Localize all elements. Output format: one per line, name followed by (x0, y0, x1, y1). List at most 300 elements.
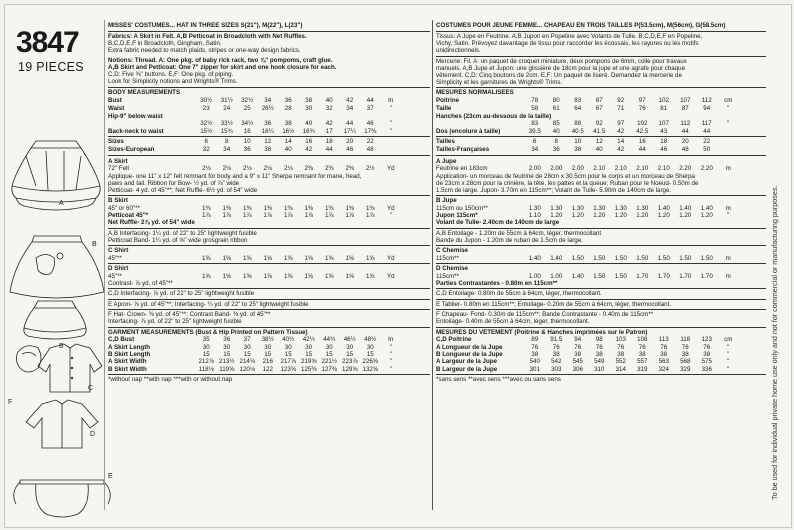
garment-measure-value: 120⅛ (239, 365, 255, 373)
body-measure-value: " (389, 127, 392, 135)
mesure-label: Dos (encolure à taille) (436, 127, 501, 135)
b-jupe-metrage: 1.30 (571, 204, 584, 212)
a-jupe-fabric: Feutrine en 183cm (436, 165, 488, 172)
d-chemise-rule (436, 288, 766, 289)
c-chemise-metrage: 1.50 (679, 254, 692, 262)
b-jupon-metrage: 1.20 (657, 212, 670, 219)
vetement-measure-value: 552 (615, 358, 626, 366)
mercerie-rule (436, 87, 766, 88)
vetement-measure-value: 303 (551, 365, 562, 373)
body-measure-value: 37 (366, 105, 374, 112)
garment-measure-value: 30 (305, 343, 313, 351)
fabrics-line: Extra fabric needed to match plaids, stripes or one-way design fabrics. (108, 47, 301, 55)
vetement-measure-value: 542 (551, 358, 562, 366)
garment-measure-value: " (389, 351, 392, 358)
column-divider-center (432, 20, 433, 510)
body-measure-label: Hip-9" below waist (108, 112, 163, 120)
view-label-e: E (108, 473, 113, 480)
body-measure-value: 16½ (282, 127, 295, 135)
garment-measure-value: 42½ (302, 336, 315, 344)
tailles-bottom-rule (436, 155, 766, 156)
c-chemise-metrage: 1.50 (657, 254, 670, 262)
garment-measure-label: B Skirt Width (108, 365, 147, 373)
taille-label: Tailles-Françaises (436, 146, 490, 153)
size-value: 40 (284, 146, 292, 153)
size-value: 34 (223, 146, 231, 153)
d-chemise-title: D Chemise (436, 265, 468, 273)
size-value: 46 (346, 146, 354, 153)
vetement-measure-value: 549 (594, 358, 605, 366)
mesure-value: 44 (703, 127, 711, 135)
garment-measure-label: B Skirt Length (108, 351, 151, 358)
f-chapeau-line: F Chapeau- Fond- 0.30m de 115cm**; Bande Contrastante - 0.40m de 115cm** (436, 311, 654, 319)
b-skirt-yardage: 1⅜ (365, 204, 375, 212)
b-jupon-metrage: 1.20 (614, 212, 627, 219)
f-hat-rule (108, 327, 430, 328)
body-measure-value: 32½ (200, 120, 213, 128)
mesure-value: 92 (617, 97, 625, 105)
vetement-measure-value: 306 (572, 365, 583, 373)
d-shirt-yardage: 1⅝ (283, 272, 293, 280)
mesure-value: 107 (680, 97, 691, 105)
french-title: COSTUMES POUR JEUNE FEMME... CHAPEAU EN TROIS TAILLES P(53.5cm), M(56cm), G(58.5cm) (436, 22, 726, 29)
b-skirt-yardage: 1⅜ (201, 204, 211, 212)
c-shirt-yardage: 1⅝ (304, 254, 314, 262)
body-measure-value: 32½ (241, 97, 254, 105)
vetement-measure-value: 76 (617, 343, 625, 351)
garment-measure-value: 40½ (282, 336, 295, 344)
b-jupon-metrage: 1.10 (528, 212, 541, 219)
a-jupe-note: de 23cm x 28cm pour la crinière, la tête, les pattes et la queue; Ruban pour le Noeud- 0.50m de (436, 179, 699, 187)
mesure-value: 117 (701, 120, 712, 128)
vetement-measure-value: 563 (658, 358, 669, 366)
a-jupe-metrage: m (725, 165, 731, 172)
b-petticoat-yardage: 1⅞ (242, 212, 252, 219)
size-value: 38 (264, 146, 272, 153)
b-jupe-metrage: 1.30 (550, 204, 563, 212)
taille-value: 14 (617, 138, 625, 146)
garment-measure-value: In (388, 336, 394, 344)
f-hat-line: Interfacing- ⅞ yd. of 22" to 25" lightweight fusible (108, 318, 242, 326)
a-skirt-title: A Skirt (108, 157, 128, 165)
piece-count: 19 PIECES (18, 60, 84, 74)
vetement-measure-value: 545 (572, 358, 583, 366)
e-apron: E Apron- ⅞ yd. of 45"**; Interfacing- ¼ yd. of 22" to 25" lightweight fusible (108, 300, 309, 308)
vetement-measure-value: 324 (658, 365, 669, 373)
d-chemise-metrage: 1.70 (679, 272, 692, 280)
garment-measure-value: 30 (243, 343, 251, 351)
vetement-measure-value: 76 (660, 343, 668, 351)
b-net-ruffle: Net Ruffle- 2⅞ yd. of 54" wide (108, 219, 195, 227)
b-jupe-metrage: 1.40 (679, 204, 692, 212)
body-measure-value: 34 (346, 105, 354, 112)
garment-measure-value: 48½ (364, 336, 377, 344)
vetement-measure-value: 38 (552, 351, 560, 358)
c-shirt-yardage: Yd (386, 254, 395, 262)
garment-measure-value: 216 (262, 358, 273, 366)
b-jupon-metrage: 1.20 (700, 212, 713, 219)
taille-value: 16 (638, 138, 646, 146)
b-jupe-rule (436, 228, 766, 229)
garment-measure-value: 214⅛ (239, 358, 255, 366)
notions-line: Look for Simplicity notions and Wrights® Trims. (108, 78, 238, 86)
vetement-measure-value: 38 (638, 351, 646, 358)
vetement-measure-value: 76 (595, 343, 603, 351)
c-shirt-yardage: 1⅝ (263, 254, 273, 262)
d-chemise-metrage: 1.00 (528, 272, 541, 280)
vetement-measure-value: 76 (574, 343, 582, 351)
b-petticoat-yardage: 1⅞ (263, 212, 273, 219)
d-shirt-rule (108, 288, 430, 289)
b-jupon-metrage: 1.20 (593, 212, 606, 219)
a-jupe-metrage: 2.20 (679, 165, 692, 172)
sizes-bottom-rule (108, 155, 430, 156)
a-skirt-yardage: 2½ (365, 165, 375, 172)
vetement-measure-label: A Largeur de la Jupe (436, 358, 497, 366)
mesure-value: 83 (531, 120, 539, 128)
d-chemise-metrage: 1.50 (614, 272, 627, 280)
size-value: 14 (284, 138, 292, 146)
vetement-measure-value: 103 (615, 336, 626, 344)
mesures-vetement-title: MESURES DU VÊTEMENT (Poitrine & Hanches imprimées sur le Patron) (436, 328, 648, 336)
b-jupe-metrage: m (725, 204, 731, 212)
vetement-measure-value: 568 (680, 358, 691, 366)
b-skirt-yardage: 1⅜ (283, 204, 293, 212)
mesure-value: " (727, 120, 730, 128)
c-chemise-metrage: 1.50 (571, 254, 584, 262)
size-value: 48 (366, 146, 374, 153)
d-shirt-yardage: 1⅝ (242, 272, 252, 280)
a-skirt-yardage: 2⅛ (242, 165, 252, 172)
garment-measure-value: 30 (366, 343, 374, 351)
a-skirt-yardage: 2⅛ (201, 165, 211, 172)
mesure-value: 85 (552, 120, 560, 128)
b-jupon-metrage: 1.20 (571, 212, 584, 219)
cd-entoilage: C,D Entoilage- 0.80m de 55cm à 64cm, léger, thermocollant. (436, 290, 602, 298)
mesure-label: Poitrine (436, 97, 460, 105)
a-skirt-note: Petticoat- 4 yd. of 45"**; Net Ruffle- 6½ yd. of 54" wide (108, 187, 258, 194)
taille-value: 40 (595, 146, 603, 153)
body-measure-value: 16¾ (302, 127, 315, 135)
taille-value: 42 (617, 146, 625, 153)
garment-measure-value: 122 (262, 365, 273, 373)
d-chemise-metrage: 1.70 (636, 272, 649, 280)
view-d-shirt-illustration (26, 400, 98, 448)
taille-value: 48 (681, 146, 689, 153)
mesure-value: 112 (701, 97, 712, 105)
view-b-petticoat-illustration (24, 301, 86, 339)
mesure-value: 112 (680, 120, 691, 128)
b-jupe-metrage: 1.40 (700, 204, 713, 212)
body-measure-label: Back-neck to waist (108, 127, 164, 135)
taille-value: 44 (638, 146, 646, 153)
vetement-rule (436, 374, 766, 375)
garment-measure-value: 30 (346, 343, 354, 351)
taille-value: 20 (681, 138, 689, 146)
vetement-measure-label: B Largeur de la Jupe (436, 365, 498, 373)
size-value: 36 (243, 146, 251, 153)
mesure-value: 67 (595, 105, 603, 112)
body-measure-value: 44 (346, 120, 354, 128)
garment-measure-value: 125⅜ (301, 365, 317, 373)
garment-measure-value: 30 (264, 343, 272, 351)
a-jupe-metrage: 2.20 (700, 165, 713, 172)
vetement-measure-value: 38 (660, 351, 668, 358)
c-shirt-rule (108, 263, 430, 264)
c-shirt-yardage: 1⅝ (201, 254, 211, 262)
d-chemise-contrast: Parties Contrastantes - 0.80m en 115cm** (436, 280, 558, 287)
body-measure-value: 25 (243, 105, 251, 112)
b-skirt-yardage: Yd (386, 204, 395, 212)
d-shirt-yardage: 1⅝ (324, 272, 334, 280)
garment-measure-value: 221½ (321, 358, 337, 366)
d-chemise-metrage: 1.50 (593, 272, 606, 280)
d-shirt-title: D Shirt (108, 265, 129, 273)
b-jupe-metrage: 1.30 (528, 204, 541, 212)
mesure-value: 64 (574, 105, 582, 112)
view-illustrations (6, 86, 118, 520)
garment-measure-value: 119⅝ (219, 365, 235, 373)
a-jupe-metrage: 2.10 (636, 165, 649, 172)
d-chemise-metrage: 1.40 (571, 272, 584, 280)
vetement-measure-value: 76 (638, 343, 646, 351)
mesure-value: 97 (638, 97, 646, 105)
notions-rule (108, 87, 430, 88)
taille-value: 46 (660, 146, 668, 153)
d-shirt-yardage: 1⅝ (201, 272, 211, 280)
f-chapeau-rule (436, 327, 766, 328)
b-jupon-metrage: 1.20 (550, 212, 563, 219)
b-jupon-metrage: " (727, 212, 730, 219)
vetement-measure-label: C,D Poitrine (436, 336, 472, 344)
notions-line: A,B Skirt and Petticoat: One 7" zipper for skirt and one hook closure for each. (108, 63, 337, 71)
vetement-measure-value: 76 (531, 343, 539, 351)
c-shirt-fabric: 45"** (108, 254, 122, 262)
b-jupe-metrage: 1.30 (593, 204, 606, 212)
garment-measure-value: 15 (325, 351, 333, 358)
c-shirt-title: C Shirt (108, 247, 129, 255)
view-label-b2: B (59, 343, 64, 350)
c-shirt-yardage: 1⅝ (242, 254, 252, 262)
garment-measure-value: 30 (284, 343, 292, 351)
body-measure-value: 26½ (261, 105, 274, 112)
size-value: 10 (243, 138, 251, 146)
a-jupe-note: Application- un morceau de feutrine de 28cm x 30.5cm pour le corps et un morceau de Sherpa (436, 172, 695, 180)
b-skirt-yardage: 1⅜ (242, 204, 252, 212)
b-petticoat-yardage: 1⅞ (304, 212, 314, 219)
a-skirt-yardage: 2⅜ (304, 165, 314, 172)
french-footnote: *sans sens **avec sens ***avec ou sans sens (436, 376, 561, 384)
b-petticoat-yardage: 1⅞ (324, 212, 334, 219)
mesure-value: 92 (595, 120, 603, 128)
garment-measure-value: 44¾ (323, 336, 336, 344)
vetement-measure-value: 319 (637, 365, 648, 373)
garment-measure-value: 15 (346, 351, 354, 358)
pattern-number: 3847 (16, 26, 79, 59)
d-shirt-yardage: 1⅝ (345, 272, 355, 280)
vetement-measure-value: 38 (595, 351, 603, 358)
body-measure-value: 28 (284, 105, 292, 112)
vetement-measure-value: 108 (637, 336, 648, 344)
interfacing-rule (108, 245, 430, 246)
notions-line: Notions: Thread. A: One pkg. of baby rick rack, two ⅞" pompoms, craft glue. (108, 56, 333, 64)
vetement-measure-value: 540 (529, 358, 540, 366)
c-shirt-yardage: 1⅝ (324, 254, 334, 262)
taille-value: 22 (703, 138, 711, 146)
french-title-rule (436, 31, 766, 32)
vetement-measure-value: cm (724, 336, 733, 344)
b-skirt-yardage: 1⅜ (324, 204, 334, 212)
body-measure-value: 15¾ (220, 127, 233, 135)
garment-measure-value: 15 (284, 351, 292, 358)
view-label-d: D (90, 431, 96, 438)
size-value: 22 (366, 138, 374, 146)
mesure-value: 83 (574, 97, 582, 105)
vetement-measure-value: 310 (594, 365, 605, 373)
size-value: 20 (346, 138, 354, 146)
b-skirt-yardage: 1⅜ (263, 204, 273, 212)
mesure-value: 58 (531, 105, 539, 112)
body-measure-value: 36 (284, 97, 292, 105)
mesure-value: 42.5 (636, 127, 649, 135)
a-skirt-note: paws and tail. Ribbon for Bow- ½ yd. of ⅞" wide (108, 179, 240, 187)
b-jupe-metrage: 1.30 (614, 204, 627, 212)
mesure-value: 78 (531, 97, 539, 105)
mercerie-line: manuels. A,B Jupe et Jupon: une glissière de 18cm pour la jupe et une agrafe pour chaque (436, 64, 686, 72)
b-jupe-fabric: 115cm ou 150cm** (436, 204, 488, 212)
b-petticoat-yardage: 1⅞ (365, 212, 375, 219)
b-petticoat-yardage: 1⅞ (201, 212, 211, 219)
cd-interfacing: C,D Interfacing- ⅞ yd. of 22" to 25" lightweight fusible (108, 290, 255, 298)
garment-measure-value: 223⅞ (342, 358, 358, 366)
c-chemise-fabric: 115cm** (436, 254, 459, 262)
vetement-measure-value: 301 (529, 365, 540, 373)
d-shirt-yardage: 1⅝ (222, 272, 232, 280)
c-chemise-metrage: 1.40 (550, 254, 563, 262)
mesure-label: Taille (436, 105, 452, 112)
garment-measure-value: 132⅝ (362, 365, 378, 373)
a-jupe-metrage: 2.00 (550, 165, 563, 172)
d-chemise-fabric: 115cm** (436, 272, 459, 280)
vetement-measure-value: 94 (574, 336, 582, 344)
mesure-value: 102 (637, 120, 648, 128)
size-label: Sizes (108, 138, 124, 146)
e-tablier-rule (436, 309, 766, 310)
b-skirt-title: B Skirt (108, 197, 128, 205)
garment-measure-value: 15 (202, 351, 210, 358)
vetement-measure-value: 76 (552, 343, 560, 351)
a-jupe-metrage: 2.00 (571, 165, 584, 172)
size-value: 16 (305, 138, 313, 146)
body-measure-value: " (389, 105, 392, 112)
mesure-value: 81 (660, 105, 668, 112)
size-value: 42 (305, 146, 313, 153)
garment-measure-label: A Skirt Length (108, 343, 151, 351)
vetement-measure-value: 38 (574, 351, 582, 358)
garment-measure-value: 15 (305, 351, 313, 358)
c-chemise-rule (436, 263, 766, 264)
body-measure-value: 34 (264, 97, 272, 105)
c-chemise-metrage: 1.40 (528, 254, 541, 262)
mesure-value: 61 (552, 105, 560, 112)
f-hat-line: F Hat- Crown- ⅜ yd. of 45"**; Contrast Band- ⅜ yd. of 45"** (108, 311, 271, 319)
ab-entoilage-line: A,B Entoilage - 1.20m de 55cm à 64cm, léger, thermocollant (436, 229, 602, 237)
d-shirt-yardage: Yd (386, 272, 395, 280)
vetement-measure-value: 38 (617, 351, 625, 358)
mesure-value: 97 (617, 120, 625, 128)
mesure-value: 107 (658, 120, 669, 128)
body-measure-value: 31½ (220, 97, 233, 105)
b-petticoat-yardage: " (389, 212, 392, 219)
tissus-line: Vichy, Satin. Prévoyez davantage de tissu pour raccorder les écossais, les rayures ou les motifs (436, 40, 699, 48)
mesure-value: 43 (660, 127, 668, 135)
a-skirt-rule (108, 195, 430, 196)
view-label-a: A (59, 200, 64, 207)
c-chemise-metrage: 1.50 (614, 254, 627, 262)
view-e-apron-illustration (14, 480, 111, 517)
a-jupe-metrage: 2.10 (593, 165, 606, 172)
body-measure-value: 32 (325, 105, 333, 112)
e-tablier: E Tablier- 0.80m en 115cm**; Entoilage- 0.20m de 55cm à 64cm, léger, thermocollant. (436, 300, 672, 308)
view-label-b1: B (92, 241, 97, 248)
cd-entoilage-rule (436, 299, 766, 300)
a-jupe-note: 1.5cm de large. Jupon- 3.70m en 115cm**; Volant de Tulle- 5.90m de 140cm de large. (436, 187, 672, 194)
vetement-measure-label: A Longueur de la Jupe (436, 343, 503, 351)
garment-measure-value: 127⅜ (321, 365, 337, 373)
garment-rule (108, 374, 430, 375)
b-jupe-metrage: 1.30 (636, 204, 649, 212)
taille-value: 18 (660, 138, 668, 146)
body-measure-value: 17 (325, 127, 333, 135)
mesure-value: cm (724, 97, 733, 105)
b-petticoat-yardage: 1⅞ (283, 212, 293, 219)
b-jupon-metrage: 1.20 (679, 212, 692, 219)
title-rule (108, 31, 430, 32)
garment-measure-value: 118⅛ (198, 365, 214, 373)
a-skirt-yardage: Yd (386, 165, 395, 172)
mesure-value: 71 (617, 105, 625, 112)
taille-value: 6 (533, 138, 537, 146)
vetement-measure-value: 336 (701, 365, 712, 373)
a-skirt-yardage: 2⅛ (283, 165, 293, 172)
body-measure-value: 42 (325, 120, 333, 128)
a-skirt-yardage: 2⅜ (324, 165, 334, 172)
mesures-normalisees-title: MESURES NORMALISEES (436, 89, 514, 97)
size-value: 44 (325, 146, 333, 153)
vetement-measure-label: B Longueur de la Jupe (436, 351, 503, 358)
vetement-measure-value: 76 (703, 343, 711, 351)
vetement-measure-value: " (727, 358, 730, 366)
ab-interfacing-line: A,B Interfacing- 1¼ yd. of 22" to 25" lightweight fusible (108, 229, 257, 237)
vetement-measure-value: 329 (680, 365, 691, 373)
garment-measure-value: 37 (243, 336, 251, 344)
taille-value: 8 (554, 138, 558, 146)
vetement-measure-value: " (727, 351, 730, 358)
body-measure-value: 16 (243, 127, 251, 135)
garment-measure-value: 46½ (343, 336, 356, 344)
notions-line: C,D: Five ⅝" buttons. E,F: One pkg. of piping. (108, 71, 234, 78)
c-chemise-metrage: 1.50 (593, 254, 606, 262)
mesure-value: 39.5 (528, 127, 541, 135)
sizes-rule (108, 136, 430, 137)
english-footnote: *without nap **with nap ***with or without nap (108, 376, 233, 384)
b-jupe-metrage: 1.40 (657, 204, 670, 212)
a-skirt-note: Applique- one 11" x 12" felt remnant for body and a 9" x 11" Sherpa remnant for mane, head, (108, 172, 362, 180)
a-skirt-yardage: 2⅜ (345, 165, 355, 172)
garment-measure-value: 30 (202, 343, 210, 351)
d-shirt-fabric: 45"** (108, 272, 122, 280)
garment-measure-value: 129⅝ (342, 365, 358, 373)
